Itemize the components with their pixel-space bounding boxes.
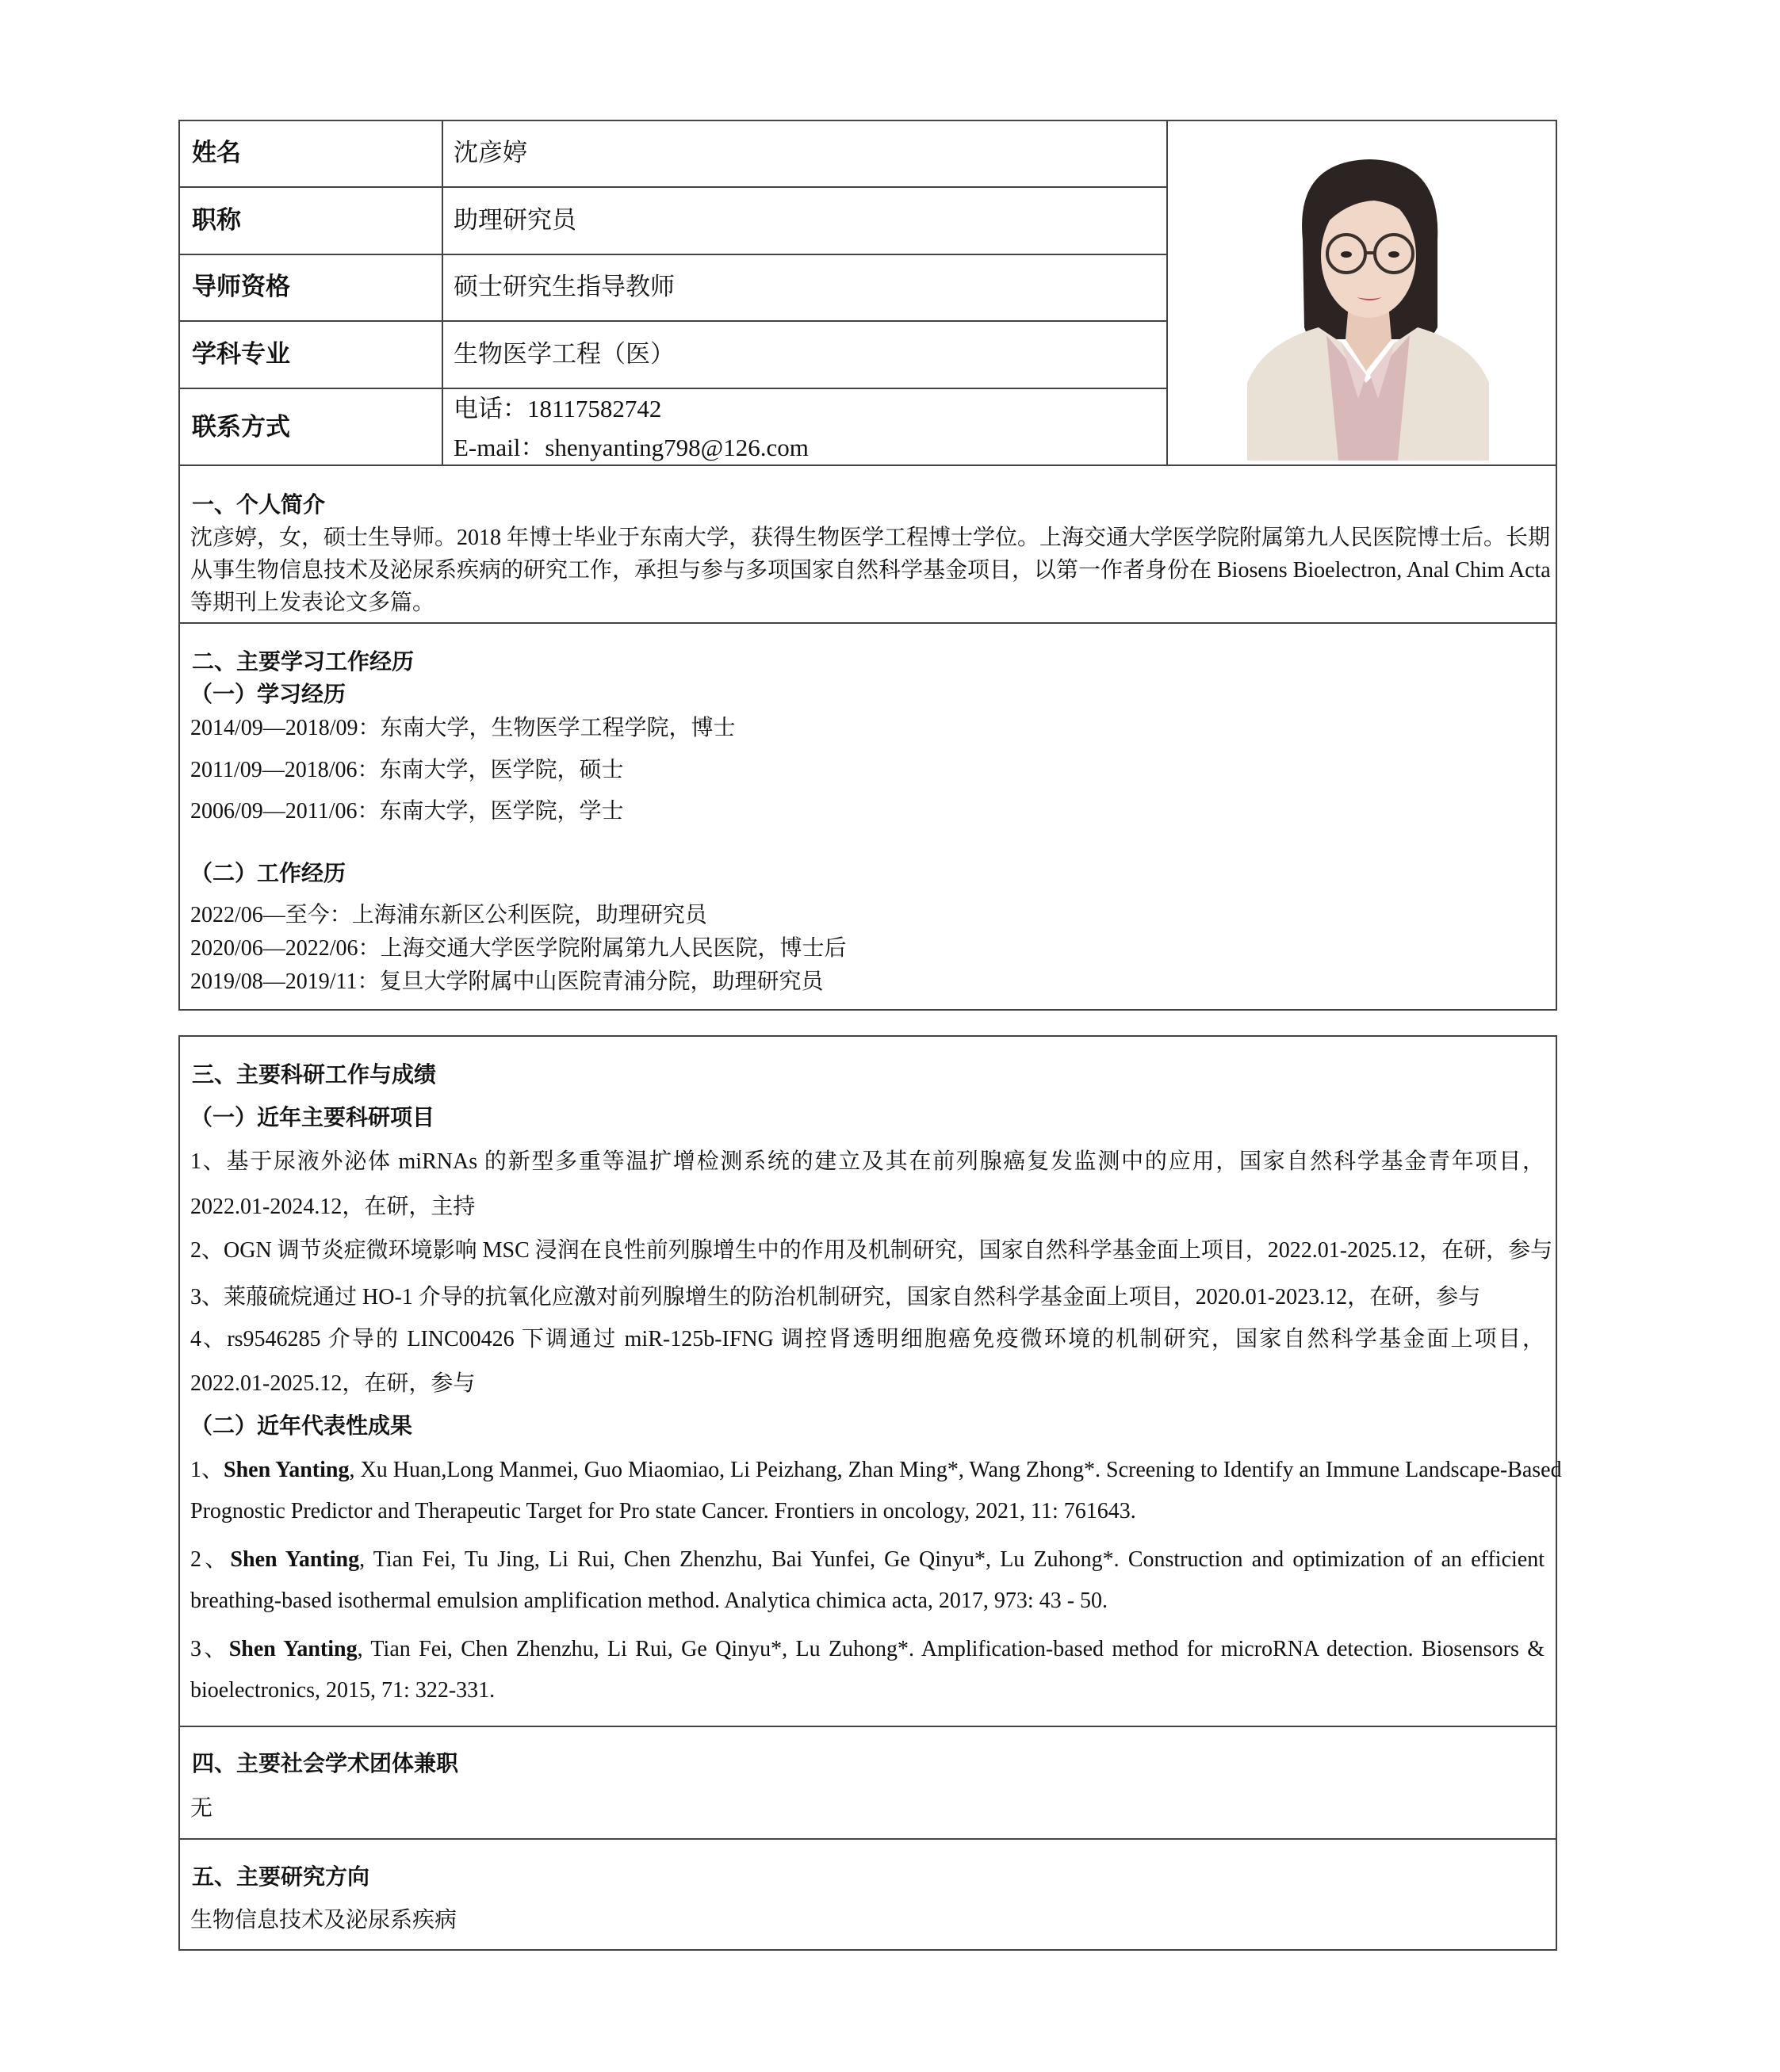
mentor-label: 导师资格 bbox=[192, 273, 290, 300]
section5-heading: 五、主要研究方向 bbox=[192, 1865, 370, 1890]
publication-citation: , Tian Fei, Chen Zhenzhu, Li Rui, Ge Qinyu*, Lu Zuhong*. Amplification-based method for microRNA detection. Biosensors & bbox=[357, 1637, 1545, 1661]
work-item: 2022/06—至今：上海浦东新区公利医院，助理研究员 bbox=[190, 903, 707, 927]
section1-heading: 一、个人简介 bbox=[192, 493, 326, 518]
photo-col-divider bbox=[1166, 120, 1168, 465]
publication-line bbox=[190, 1636, 1545, 1663]
section-divider bbox=[178, 464, 1557, 466]
name-value: 沈彦婷 bbox=[454, 139, 527, 166]
section-divider bbox=[178, 1838, 1557, 1840]
mentor-value: 硕士研究生指导教师 bbox=[454, 273, 675, 300]
work-item: 2020/06—2022/06：上海交通大学医学院附属第九人民医院，博士后 bbox=[190, 936, 847, 961]
publication-citation: , Xu Huan,Long Manmei, Guo Miaomiao, Li Peizhang, Zhan Ming*, Wang Zhong*. Screening to Identify an Immune Landscape-Based bbox=[349, 1458, 1562, 1482]
work-heading: （二）工作经历 bbox=[190, 862, 346, 886]
publication-line: bioelectronics, 2015, 71: 322-331. bbox=[190, 1678, 496, 1703]
publication-line: Prognostic Predictor and Therapeutic Target for Pro state Cancer. Frontiers in oncology, 2021, 11: 761643. bbox=[190, 1499, 1136, 1523]
section4-body: 无 bbox=[190, 1796, 213, 1821]
section5-body: 生物信息技术及泌尿系疾病 bbox=[190, 1908, 457, 1932]
row-divider bbox=[178, 254, 1167, 255]
contact-label: 联系方式 bbox=[192, 413, 290, 441]
publication-author: Shen Yanting bbox=[224, 1458, 350, 1482]
education-item: 2006/09—2011/06：东南大学，医学院，学士 bbox=[190, 799, 624, 824]
section4-heading: 四、主要社会学术团体兼职 bbox=[192, 1752, 459, 1776]
bio-line: 等期刊上发表论文多篇。 bbox=[190, 591, 435, 615]
education-item: 2011/09—2018/06：东南大学，医学院，硕士 bbox=[190, 758, 624, 782]
name-label: 姓名 bbox=[192, 139, 241, 166]
row-divider bbox=[178, 320, 1167, 322]
publication-number: 3、 bbox=[190, 1637, 229, 1661]
contact-email: E-mail：shenyanting798@126.com bbox=[454, 434, 809, 461]
info-col-divider bbox=[442, 120, 443, 465]
portrait-photo bbox=[1247, 145, 1489, 461]
publication-number: 2、 bbox=[190, 1547, 231, 1572]
contact-phone: 电话：18117582742 bbox=[454, 395, 662, 422]
row-divider bbox=[178, 186, 1167, 188]
section2-heading: 二、主要学习工作经历 bbox=[192, 650, 415, 675]
title-value: 助理研究员 bbox=[454, 206, 576, 234]
section-divider bbox=[178, 1726, 1557, 1727]
education-item: 2014/09—2018/09：东南大学，生物医学工程学院，博士 bbox=[190, 716, 736, 740]
projects-heading: （一）近年主要科研项目 bbox=[190, 1106, 435, 1130]
project-item: 2022.01-2024.12，在研，主持 bbox=[190, 1195, 476, 1219]
publication-number: 1、 bbox=[190, 1458, 224, 1482]
section3-heading: 三、主要科研工作与成绩 bbox=[192, 1063, 437, 1088]
education-heading: （一）学习经历 bbox=[190, 682, 346, 707]
publication-line: breathing-based isothermal emulsion amplification method. Analytica chimica acta, 2017, 973: 43 - 50. bbox=[190, 1588, 1108, 1613]
publication-author: Shen Yanting bbox=[230, 1547, 360, 1572]
bio-line: 沈彦婷，女，硕士生导师。2018 年博士毕业于东南大学，获得生物医学工程博士学位。上海交通大学医学院附属第九人民医院博士后。长期 bbox=[190, 526, 1551, 550]
publication-citation: , Tian Fei, Tu Jing, Li Rui, Chen Zhenzhu, Bai Yunfei, Ge Qinyu*, Lu Zuhong*. Construction and optimization of an efficient bbox=[359, 1547, 1545, 1572]
project-item: 1、基于尿液外泌体 miRNAs 的新型多重等温扩增检测系统的建立及其在前列腺癌复发监测中的应用，国家自然科学基金青年项目， bbox=[190, 1149, 1545, 1174]
work-item: 2019/08—2019/11：复旦大学附属中山医院青浦分院，助理研究员 bbox=[190, 969, 824, 994]
row-divider bbox=[178, 388, 1167, 389]
project-item: 2022.01-2025.12，在研，参与 bbox=[190, 1371, 476, 1396]
publication-author: Shen Yanting bbox=[228, 1637, 358, 1661]
bio-line: 从事生物信息技术及泌尿系疾病的研究工作，承担与参与多项国家自然科学基金项目，以第一作者身份在 Biosens Bioelectron, Anal Chim Acta bbox=[190, 558, 1551, 583]
publication-line bbox=[190, 1546, 1545, 1573]
publications-heading: （二）近年代表性成果 bbox=[190, 1414, 413, 1439]
publication-line bbox=[190, 1457, 1562, 1484]
major-label: 学科专业 bbox=[192, 340, 290, 368]
section-divider bbox=[178, 622, 1557, 624]
title-label: 职称 bbox=[192, 206, 241, 234]
project-item: 2、OGN 调节炎症微环境影响 MSC 浸润在良性前列腺增生中的作用及机制研究，国家自然科学基金面上项目，2022.01-2025.12，在研，参与 bbox=[190, 1238, 1553, 1263]
major-value: 生物医学工程（医） bbox=[454, 340, 675, 368]
project-item: 4、rs9546285 介导的 LINC00426 下调通过 miR-125b-IFNG 调控肾透明细胞癌免疫微环境的机制研究，国家自然科学基金面上项目， bbox=[190, 1327, 1545, 1351]
project-item: 3、莱菔硫烷通过 HO-1 介导的抗氧化应激对前列腺增生的防治机制研究，国家自然科学基金面上项目，2020.01-2023.12，在研，参与 bbox=[190, 1285, 1481, 1309]
